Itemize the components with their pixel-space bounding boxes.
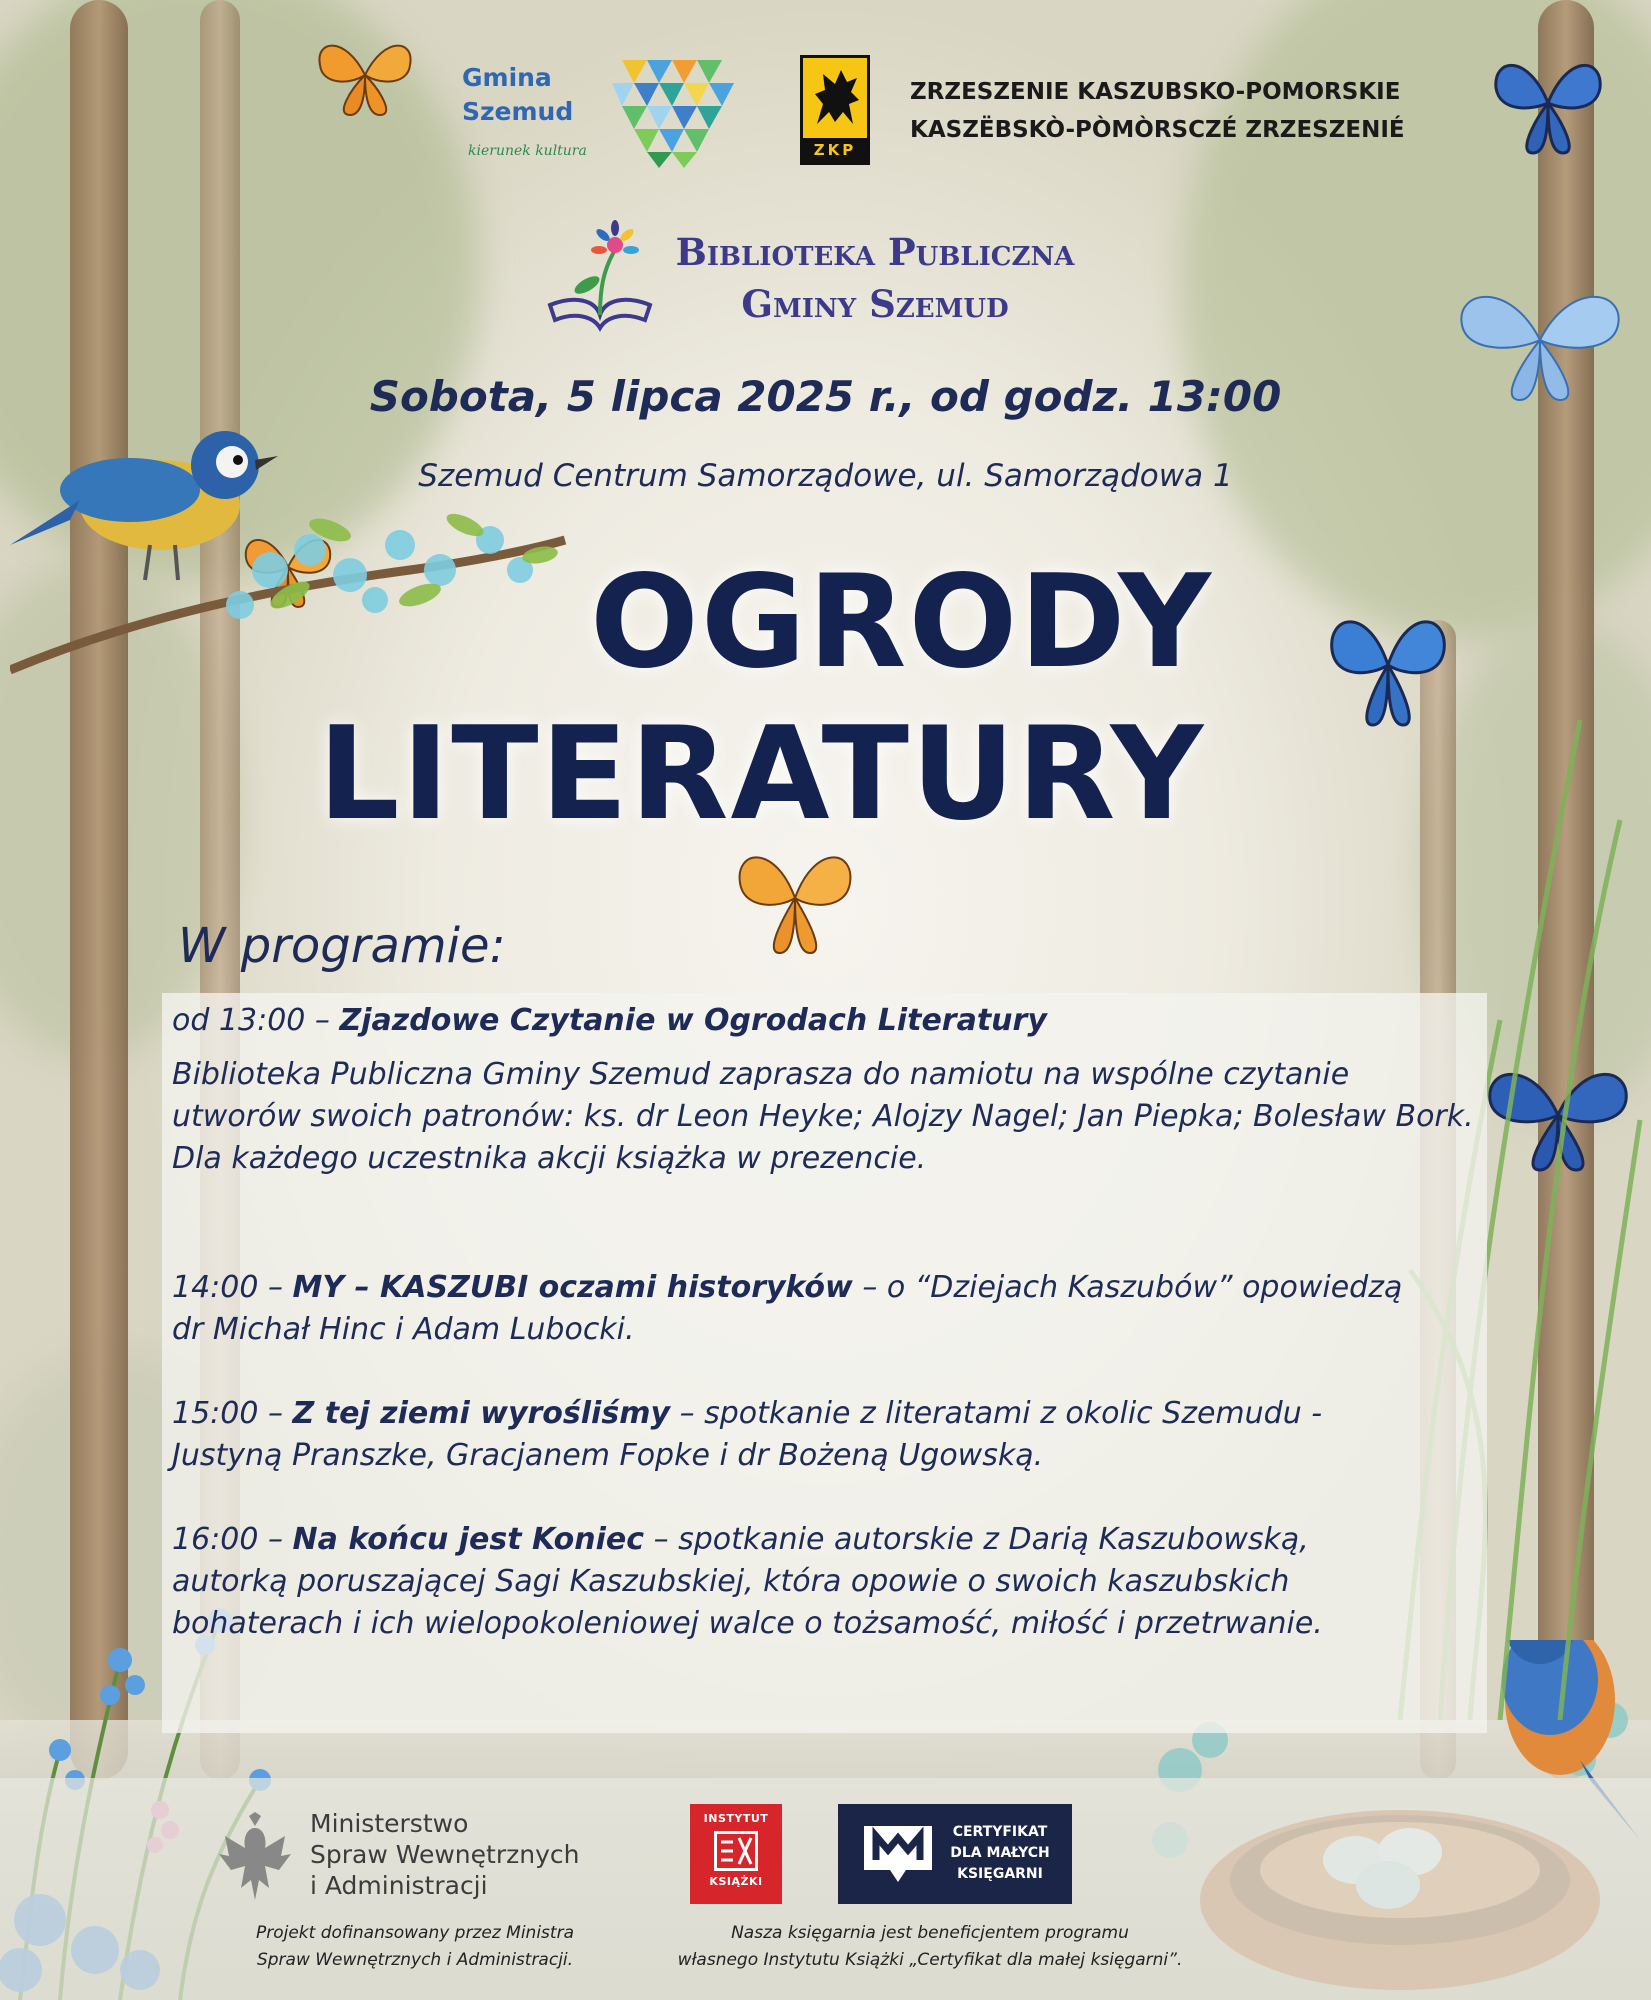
gmina-name [462, 61, 573, 129]
mswia-note-line1: Projekt dofinansowany przez Ministra [255, 1923, 574, 1943]
mswia-note-line2: Spraw Wewnętrznych i Administracji. [256, 1950, 574, 1970]
event-title-line1: OGRODY [590, 548, 1213, 697]
butterfly-icon [1488, 48, 1608, 158]
program-item [172, 1267, 1492, 1351]
library-line2: Gminy Szemud [741, 282, 1009, 326]
triangle-mosaic-icon [612, 55, 737, 170]
cert-line3: KSIĘGARNI [957, 1866, 1043, 1882]
certyfikat-note [600, 1920, 1260, 1974]
mswia-line3: i Administracji [310, 1871, 488, 1900]
program-item-description: Biblioteka Publiczna Gminy Szemud zaprasza do namiotu na wspólne czytanie utworów swoich patronów: ks. dr Leon Heyke; Alojzy Nagel; Jan Piepka; Bolesław Bork. Dla każdego uczestnika akcji książka w prezencie. [172, 1057, 1474, 1176]
certyfikat-logo [838, 1804, 1072, 1904]
mswia-line2: Spraw Wewnętrznych [310, 1840, 580, 1869]
butterfly-icon [310, 30, 420, 120]
book-flower-icon [545, 220, 655, 340]
certyfikat-mark-icon [858, 1820, 938, 1890]
program-item-time: od 13:00 – [172, 1003, 330, 1038]
griffin-emblem-icon [803, 60, 867, 140]
mswia-funding-note [205, 1920, 625, 1974]
event-title-line2: LITERATURY [318, 700, 1206, 849]
program-item-rest: – spotkanie z literatami z okolic Szemudu - Justyną Pranszke, Gracjanem Fopke i dr Bożeną Ugowską. [172, 1396, 1323, 1473]
certyfikat-name [940, 1822, 1060, 1885]
eagle-emblem-icon [215, 1808, 295, 1908]
zkp-logo [800, 55, 1460, 170]
ik-bottom-label: KSIĄŻKI [709, 1875, 763, 1888]
program-item-rest: – spotkanie autorskie z Darią Kaszubowską, autorką poruszającej Sagi Kaszubskiej, która opowie o swoich kaszubskich bohaterach i ich wielopokoleniowej walce o tożsamość, miłość i przetrwanie. [172, 1522, 1323, 1641]
mswia-line1: Ministerstwo [310, 1809, 469, 1838]
event-date: Sobota, 5 lipca 2025 r., od godz. 13:00 [369, 372, 1282, 421]
gmina-tagline: kierunek kultura [468, 143, 587, 159]
library-name [660, 226, 1090, 330]
event-venue: Szemud Centrum Samorządowe, ul. Samorządowa 1 [418, 458, 1233, 494]
gmina-szemud-logo [462, 55, 742, 175]
program-item-title: MY – KASZUBI oczami historyków [292, 1270, 853, 1305]
zkp-line2: KASZËBSKÒ-PÒMÒRSCZÉ ZRZESZENIÉ [910, 117, 1405, 143]
mswia-name [310, 1808, 579, 1901]
program-item [172, 1393, 1492, 1477]
program-item-title: Z tej ziemi wyrośliśmy [292, 1396, 671, 1431]
program-item-title: Zjazdowe Czytanie w Ogrodach Literatury [339, 1003, 1047, 1038]
ik-mark-icon [714, 1831, 758, 1871]
butterfly-icon [730, 838, 860, 958]
program-item [172, 1519, 1492, 1645]
cert-line1: CERTYFIKAT [952, 1824, 1048, 1840]
library-line1: Biblioteka Publiczna [675, 230, 1075, 274]
mswia-logo [215, 1808, 635, 1918]
instytut-ksiazki-logo [690, 1804, 782, 1904]
zkp-line1: ZRZESZENIE KASZUBSKO-POMORSKIE [910, 79, 1401, 105]
gmina-line2: Szemud [462, 97, 574, 126]
cert-note-line1: Nasza księgarnia jest beneficjentem programu [731, 1923, 1129, 1943]
ik-top-label: INSTYTUT [703, 1812, 769, 1825]
gmina-line1: Gmina [462, 63, 552, 92]
program-item-rest: – o “Dziejach Kaszubów” opowiedzą dr Michał Hinc i Adam Lubocki. [172, 1270, 1403, 1347]
zkp-name [910, 73, 1405, 149]
zkp-badge-code: ZKP [803, 138, 867, 162]
zkp-badge [800, 55, 870, 165]
program-item-time: 14:00 – [172, 1270, 283, 1305]
program-heading: W programie: [178, 918, 506, 974]
program-item [172, 1000, 1492, 1180]
library-logo [545, 220, 1105, 340]
cert-line2: DLA MAŁYCH [950, 1845, 1050, 1861]
program-item-title: Na końcu jest Koniec [292, 1522, 645, 1557]
program-item-time: 15:00 – [172, 1396, 283, 1431]
program-item-time: 16:00 – [172, 1522, 283, 1557]
cert-note-line2: własnego Instytutu Książki „Certyfikat dla małej księgarni”. [677, 1950, 1183, 1970]
